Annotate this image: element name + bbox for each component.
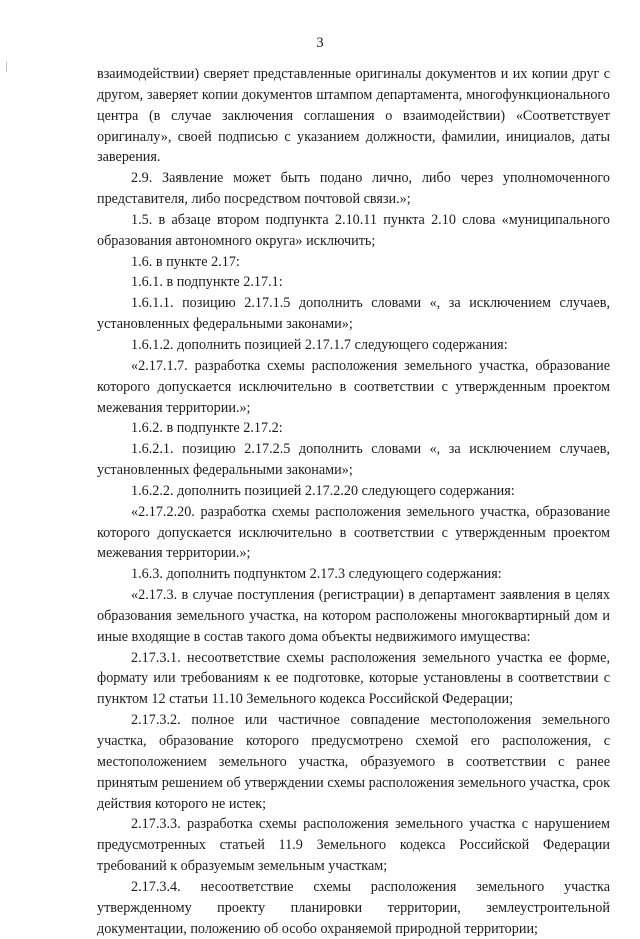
paragraph-1-6-1: 1.6.1. в подпункте 2.17.1: <box>131 274 283 291</box>
paragraph-2-17-2-20: «2.17.2.20. разработка схемы расположения земельного участка, образование которого допускается исключительно в соответствии с утвержденным проектом межевания территории.»; <box>97 503 610 562</box>
paragraph-1-6-2: 1.6.2. в подпункте 2.17.2: <box>131 420 283 437</box>
margin-mark <box>6 62 7 72</box>
paragraph-2-17-3: «2.17.3. в случае поступления (регистрации) в департамент заявления в целях образования земельного участка, на котором расположены многоквартирный дом и иные входящие в состав такого дома объекты недвижимого имущества: <box>97 587 610 645</box>
paragraph-1-6-3: 1.6.3. дополнить подпунктом 2.17.3 следующего содержания: <box>131 566 502 583</box>
paragraph-1-6: 1.6. в пункте 2.17: <box>131 253 240 270</box>
paragraph-2-17-3-4: 2.17.3.4. несоответствие схемы расположения земельного участка утвержденному проекту планировки территории, землеустроительной документации, положению об особо охраняемой природной территории; <box>97 878 610 937</box>
paragraph-1-6-1-1: 1.6.1.1. позицию 2.17.1.5 дополнить словами «, за исключением случаев, установленных федеральными законами»; <box>97 295 610 333</box>
paragraph-2-9: 2.9. Заявление может быть подано лично, либо через уполномоченного представителя, либо посредством почтовой связи.»; <box>97 170 610 208</box>
document-body <box>97 64 610 939</box>
paragraph-2-17-3-3: 2.17.3.3. разработка схемы расположения земельного участка с нарушением предусмотренных статьей 11.9 Земельного кодекса Российской Федерации требований к образуемым земельным участкам; <box>97 816 610 875</box>
paragraph-1-6-2-1: 1.6.2.1. позицию 2.17.2.5 дополнить словами «, за исключением случаев, установленных федеральными законами»; <box>97 441 610 479</box>
paragraph-2-17-3-2: 2.17.3.2. полное или частичное совпадение местоположения земельного участка, образование которого предусмотрено схемой его расположения, с местоположением земельного участка, образуемого в соответствии с ранее принятым решением об утверждении схемы расположения земельного участка, срок действия которого не истек; <box>97 712 610 812</box>
paragraph-1-5: 1.5. в абзаце втором подпункта 2.10.11 пункта 2.10 слова «муниципального образования автономного округа» исключить; <box>97 211 610 249</box>
paragraph-1-6-1-2: 1.6.1.2. дополнить позицией 2.17.1.7 следующего содержания: <box>131 336 508 353</box>
paragraph-1-6-2-2: 1.6.2.2. дополнить позицией 2.17.2.20 следующего содержания: <box>131 482 515 499</box>
page-number: 3 <box>316 35 324 51</box>
paragraph-2-17-3-1: 2.17.3.1. несоответствие схемы расположения земельного участка ее форме, формату или требованиям к ее подготовке, которые установлены в соответствии с пунктом 12 статьи 11.10 Земельного кодекса Российской Федерации; <box>97 649 610 708</box>
paragraph-continuation: взаимодействии) сверяет представленные оригиналы документов и их копии друг с другом, заверяет копии документов штампом департамента, многофункционального центра (в случае заключения соглашения о взаимодействии) «Соответствует оригиналу», своей подписью с указанием должности, фамилии, инициалов, даты заверения. <box>97 66 610 166</box>
paragraph-2-17-1-7: «2.17.1.7. разработка схемы расположения земельного участка, образование которого допускается исключительно в соответствии с утвержденным проектом межевания территории.»; <box>97 357 610 416</box>
